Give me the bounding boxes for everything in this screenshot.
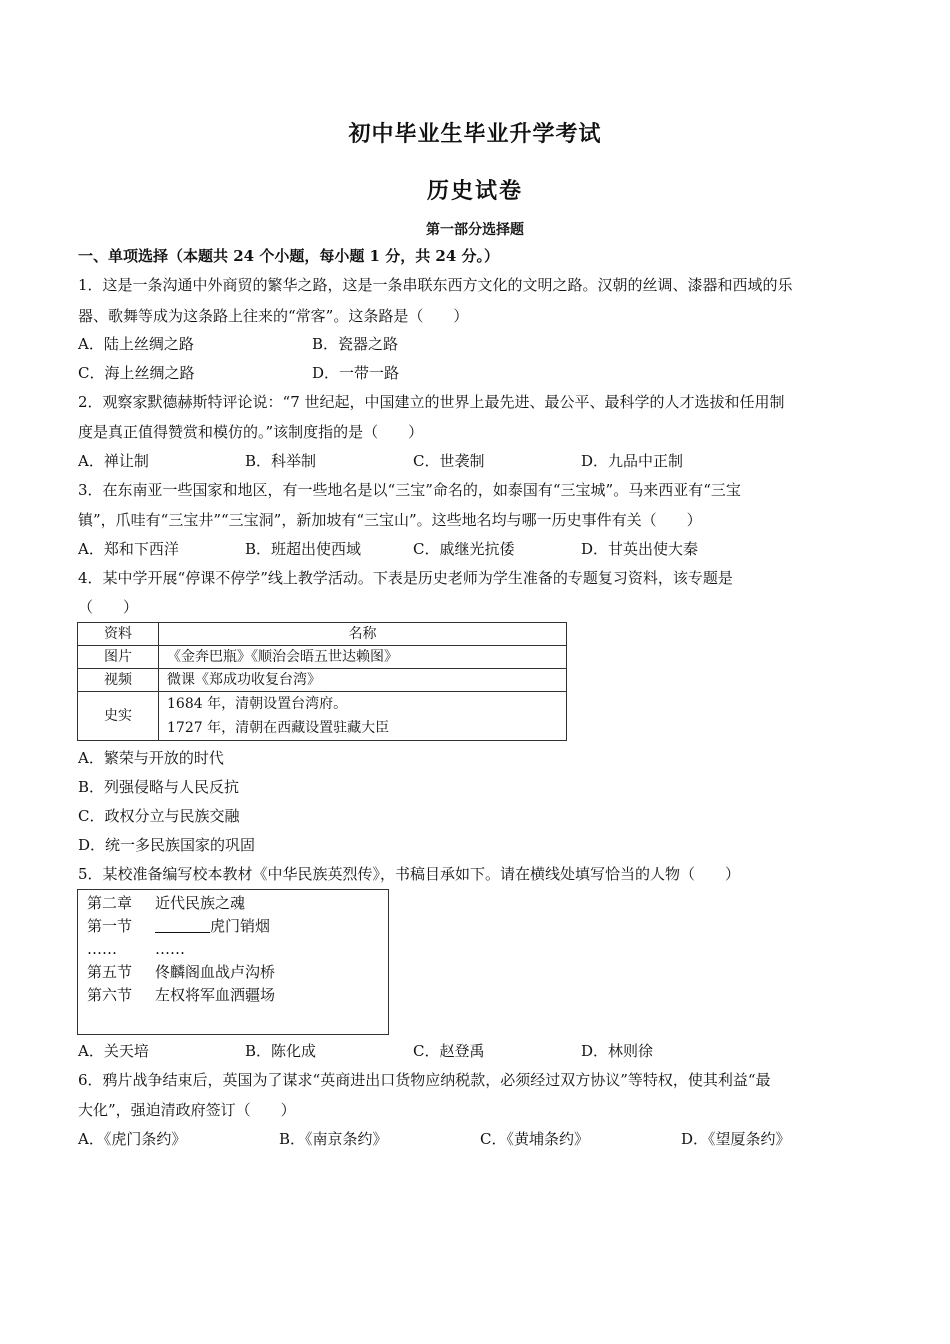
table-header-row — [78, 623, 567, 646]
q2-option-b[interactable]: B．科举制 — [245, 452, 317, 470]
outline-label: 第六节 — [87, 986, 133, 1004]
q5-stem-line1: 5．某校准备编写校本教材《中华民族英烈传》，书稿目承如下。请在横线处填写恰当的人物（ ） — [78, 865, 741, 883]
table-cell: 视频 — [78, 669, 159, 692]
q4-stem-line2: （ ） — [78, 598, 139, 616]
outline-label: …… — [87, 940, 117, 958]
history-line: 1684 年，清朝设置台湾府。 — [167, 696, 348, 712]
q4-option-a[interactable]: A．繁荣与开放的时代 — [78, 749, 224, 767]
history-line: 1727 年，清朝在西藏设置驻藏大臣 — [167, 720, 390, 736]
outline-text: …… — [155, 940, 185, 958]
q3-option-b[interactable]: B．班超出使西域 — [245, 540, 362, 558]
q4-material-table — [77, 622, 567, 741]
q5-outline-box — [77, 889, 389, 1035]
q2-option-c[interactable]: C．世袭制 — [413, 452, 485, 470]
q5-option-a[interactable]: A．关天培 — [78, 1042, 149, 1060]
outline-row — [87, 893, 246, 913]
q3-option-c[interactable]: C．戚继光抗倭 — [413, 540, 515, 558]
q3-stem-line2: 镇”，爪哇有“三宝井”“三宝洞”，新加坡有“三宝山”。这些地名均与哪一历史事件有关（ ） — [78, 511, 702, 529]
q6-stem-line2: 大化”，强迫清政府签订（ ） — [78, 1101, 296, 1119]
outline-row — [87, 962, 276, 982]
q1-stem-line1: 1．这是一条沟通中外商贸的繁华之路，这是一条串联东西方文化的文明之路。汉朝的丝调、漆器和西域的乐 — [78, 276, 793, 294]
q6-stem-line1: 6．鸦片战争结束后，英国为了谋求“英商进出口货物应纳税款，必须经过双方协议”等特权，使其利益“最 — [78, 1071, 771, 1089]
q6-option-b[interactable]: B．《南京条约》 — [279, 1130, 388, 1148]
q1-option-b[interactable]: B．瓷器之路 — [312, 335, 399, 353]
q4-stem-line1: 4．某中学开展“停课不停学”线上教学活动。下表是历史老师为学生准备的专题复习资料，该专题是 — [78, 569, 733, 587]
outline-row — [87, 939, 185, 959]
table-cell: 《金奔巴瓶》《顺治会晤五世达赖图》 — [159, 646, 567, 669]
table-cell: 史实 — [78, 692, 159, 741]
q1-stem-line2: 器、歌舞等成为这条路上往来的“常客”。这条路是（ ） — [78, 307, 469, 325]
q1-option-a[interactable]: A．陆上丝绸之路 — [78, 335, 194, 353]
table-row — [78, 646, 567, 669]
q2-stem-line2: 度是真正值得赞赏和模仿的。”该制度指的是（ ） — [78, 423, 424, 441]
outline-label: 第一节 — [87, 917, 133, 935]
q5-option-d[interactable]: D．林则徐 — [581, 1042, 654, 1060]
exam-subtitle: 历史试卷 — [426, 178, 523, 204]
table-header-cell: 名称 — [159, 623, 567, 646]
table-row — [78, 669, 567, 692]
outline-text-with-blank — [155, 916, 270, 936]
section-heading: 一、单项选择（本题共 24 个小题，每小题 1 分，共 24 分。） — [78, 247, 500, 265]
q1-option-d[interactable]: D．一带一路 — [312, 364, 400, 382]
part-heading: 第一部分选择题 — [426, 222, 524, 238]
q2-stem-line1: 2．观察家默德赫斯特评论说：“7 世纪起，中国建立的世界上最先进、最公平、最科学的人才选拔和任用制 — [78, 393, 785, 411]
outline-text: 佟麟阁血战卢沟桥 — [155, 963, 276, 981]
table-cell — [159, 692, 567, 741]
table-cell: 微课《郑成功收复台湾》 — [159, 669, 567, 692]
q1-option-c[interactable]: C．海上丝绸之路 — [78, 364, 195, 382]
fill-blank — [155, 918, 210, 933]
outline-text: 近代民族之魂 — [155, 894, 246, 912]
outline-label: 第二章 — [87, 894, 133, 912]
q3-option-d[interactable]: D．甘英出使大秦 — [581, 540, 699, 558]
q2-option-d[interactable]: D．九品中正制 — [581, 452, 684, 470]
outline-row — [87, 916, 271, 936]
q4-option-c[interactable]: C．政权分立与民族交融 — [78, 807, 240, 825]
table-cell: 图片 — [78, 646, 159, 669]
q3-option-a[interactable]: A．郑和下西洋 — [78, 540, 179, 558]
table-header-cell: 资料 — [78, 623, 159, 646]
outline-row — [87, 985, 276, 1005]
q4-option-b[interactable]: B．列强侵略与人民反抗 — [78, 778, 240, 796]
outline-text: 左权将军血洒疆场 — [155, 986, 276, 1004]
exam-title: 初中毕业生毕业升学考试 — [348, 121, 602, 147]
q6-option-c[interactable]: C．《黄埔条约》 — [480, 1130, 589, 1148]
q6-option-d[interactable]: D．《望厦条约》 — [681, 1130, 791, 1148]
q5-option-c[interactable]: C．赵登禹 — [413, 1042, 485, 1060]
q4-option-d[interactable]: D．统一多民族国家的巩固 — [78, 836, 256, 854]
outline-label: 第五节 — [87, 963, 133, 981]
q2-option-a[interactable]: A．禅让制 — [78, 452, 149, 470]
q5-option-b[interactable]: B．陈化成 — [245, 1042, 317, 1060]
table-row — [78, 692, 567, 741]
outline-text: 虎门销烟 — [210, 917, 271, 935]
q3-stem-line1: 3．在东南亚一些国家和地区，有一些地名是以“三宝”命名的，如泰国有“三宝城”。马来西亚有“三宝 — [78, 481, 741, 499]
q6-option-a[interactable]: A．《虎门条约》 — [78, 1130, 187, 1148]
